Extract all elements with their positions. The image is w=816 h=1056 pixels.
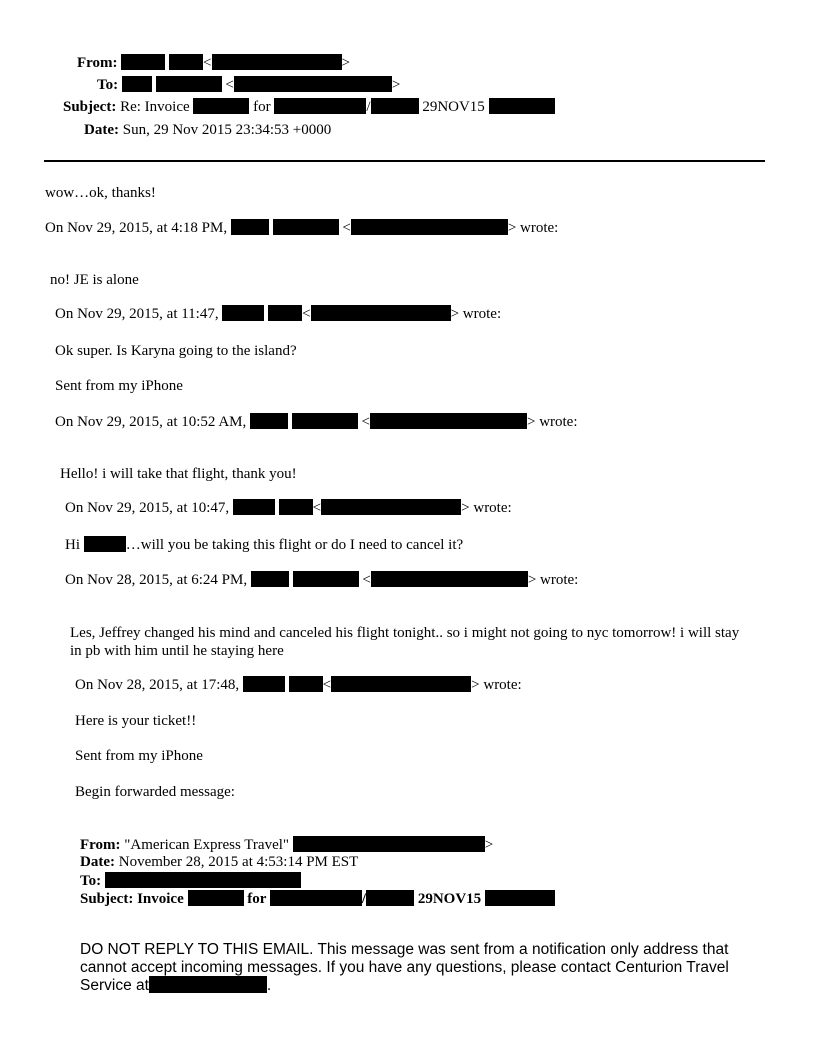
message-body: wow…ok, thanks! xyxy=(45,185,156,201)
redaction xyxy=(234,76,392,92)
subject-label: Subject: xyxy=(63,99,117,115)
redaction xyxy=(121,54,165,70)
quote-attribution: On Nov 28, 2015, at 6:24 PM, < > wrote: xyxy=(65,572,579,588)
redaction xyxy=(233,499,275,515)
fwd-to-label: To: xyxy=(80,873,102,889)
fwd-from-row: From: "American Express Travel" > xyxy=(80,837,494,853)
fwd-from-label: From: xyxy=(80,837,121,853)
redaction xyxy=(251,571,289,587)
amex-notice: DO NOT REPLY TO THIS EMAIL. This message was sent from a notification only address that cannot accept incoming messages. If you have any questions, please contact Centurion Travel Service at . xyxy=(80,941,729,994)
quote-attribution: On Nov 29, 2015, at 10:52 AM, < > wrote: xyxy=(55,414,578,430)
header-divider xyxy=(44,160,765,162)
fwd-subject-label: Subject: Invoice xyxy=(80,891,184,907)
redaction xyxy=(293,571,359,587)
redaction xyxy=(371,571,528,587)
header-subject-row: Subject: Re: Invoice for / 29NOV15 xyxy=(63,98,555,116)
quote-attribution: On Nov 29, 2015, at 10:47, < > wrote: xyxy=(65,500,512,516)
redaction xyxy=(149,976,267,993)
redaction xyxy=(270,890,362,906)
from-label: From: xyxy=(77,55,118,71)
fwd-subject-row: Subject: Invoice for / 29NOV15 xyxy=(80,890,555,908)
quote-attribution: On Nov 29, 2015, at 11:47, < > wrote: xyxy=(55,306,502,322)
quote-attribution: On Nov 28, 2015, at 17:48, < > wrote: xyxy=(75,677,522,693)
redaction xyxy=(371,98,419,114)
header-from-row: From: < > xyxy=(77,55,350,71)
redaction xyxy=(156,76,222,92)
redaction xyxy=(193,98,249,114)
redaction xyxy=(293,836,485,852)
subject-for: for xyxy=(253,99,271,115)
message-body: Les, Jeffrey changed his mind and canceled his flight tonight.. so i might not going to nyc tomorrow! i will stay in pb with him until he staying here xyxy=(70,625,740,659)
fwd-date-label: Date: xyxy=(80,854,115,870)
redaction xyxy=(370,413,527,429)
message-body: no! JE is alone xyxy=(50,272,139,288)
header-date-row xyxy=(84,121,331,139)
to-label: To: xyxy=(97,77,119,93)
redaction xyxy=(231,219,269,235)
redaction xyxy=(331,676,471,692)
redaction xyxy=(105,872,301,888)
subject-code: 29NOV15 xyxy=(422,99,485,115)
message-body: Here is your ticket!! xyxy=(75,713,197,729)
subject-prefix: Re: Invoice xyxy=(120,99,190,115)
redaction xyxy=(351,219,508,235)
redaction xyxy=(169,54,203,70)
redaction xyxy=(311,305,451,321)
redaction xyxy=(279,499,313,515)
signature: Sent from my iPhone xyxy=(75,748,203,764)
message-body: Hi …will you be taking this flight or do I need to cancel it? xyxy=(65,537,464,553)
signature: Sent from my iPhone xyxy=(55,378,183,394)
redaction xyxy=(274,98,366,114)
date-value: Sun, 29 Nov 2015 23:34:53 +0000 xyxy=(122,122,332,138)
redaction xyxy=(366,890,414,906)
redaction xyxy=(243,676,285,692)
header-to-row: To: < > xyxy=(97,77,401,93)
date-label: Date: xyxy=(84,122,119,138)
redaction xyxy=(485,890,555,906)
message-body: Ok super. Is Karyna going to the island? xyxy=(55,343,297,359)
fwd-to-row xyxy=(80,872,301,890)
forward-intro: Begin forwarded message: xyxy=(75,784,235,800)
redaction xyxy=(268,305,302,321)
redaction xyxy=(212,54,342,70)
message-body: Hello! i will take that flight, thank you! xyxy=(60,466,297,482)
quote-attribution: On Nov 29, 2015, at 4:18 PM, < > wrote: xyxy=(45,220,559,236)
redaction xyxy=(273,219,339,235)
redaction xyxy=(84,536,126,552)
redaction xyxy=(292,413,358,429)
redaction xyxy=(250,413,288,429)
redaction xyxy=(489,98,555,114)
fwd-date-row: Date: November 28, 2015 at 4:53:14 PM EST xyxy=(80,854,359,870)
redaction xyxy=(321,499,461,515)
redaction xyxy=(122,76,152,92)
redaction xyxy=(188,890,244,906)
redaction xyxy=(289,676,323,692)
redaction xyxy=(222,305,264,321)
